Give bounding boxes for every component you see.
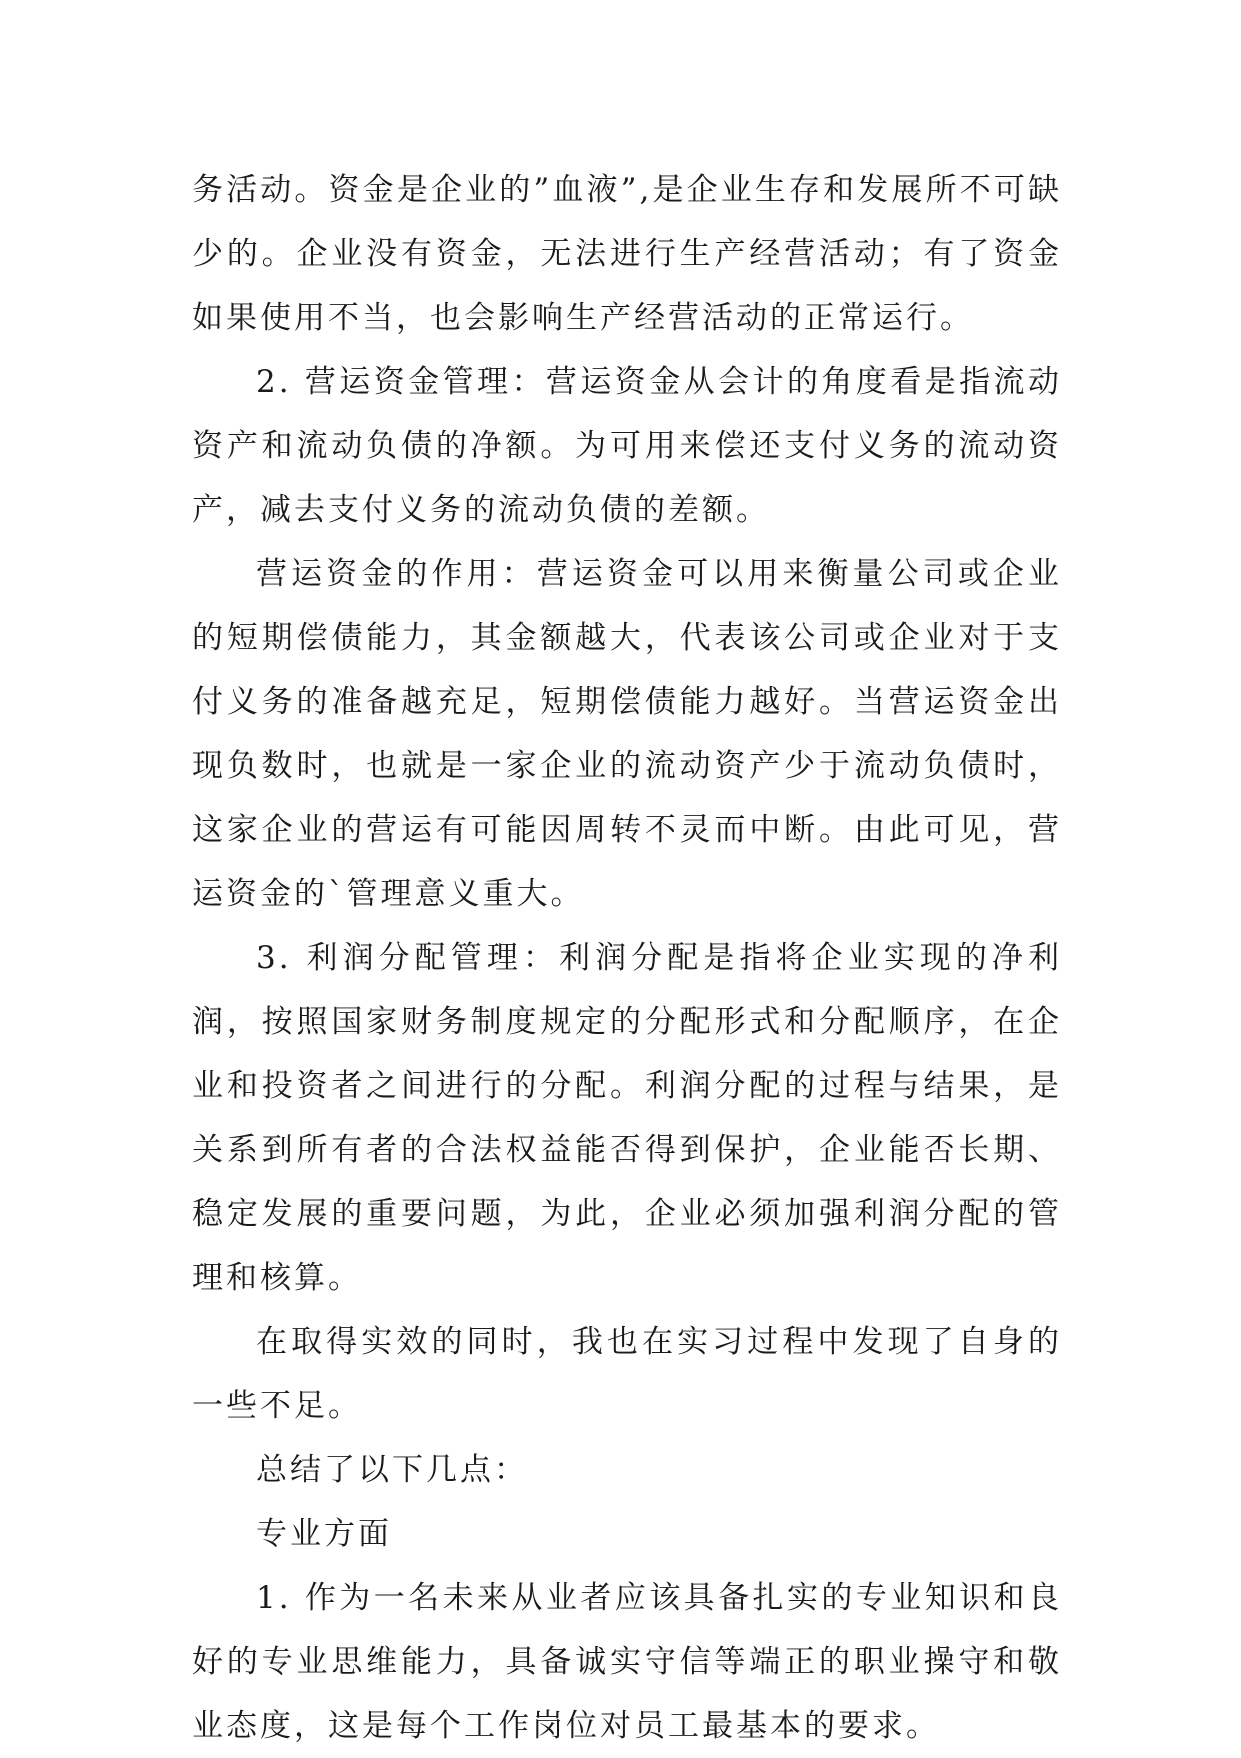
paragraph-summary-intro: 总结了以下几点：: [256, 1452, 528, 1488]
paragraph-working-capital-role: 营运资金的作用：营运资金可以用来衡量公司或企业的短期偿债能力，其金额越大，代表该公司或企业对于支付义务的准备越充足，短期偿债能力越好。当营运资金出现负数时，也就是一家企业的流动资产少于流动负债时，这家企业的营运有可能因周转不灵而中断。由此可见，营运资金的`管理意义重大。: [192, 556, 1062, 912]
section-heading-professional: 专业方面: [256, 1516, 392, 1552]
paragraph-funding-continuation: 务活动。资金是企业的”血液”,是企业生存和发展所不可缺少的。企业没有资金，无法进行生产经营活动；有了资金如果使用不当，也会影响生产经营活动的正常运行。: [192, 172, 1062, 336]
document-body: [192, 158, 1062, 1758]
paragraph-shortcomings: 在取得实效的同时，我也在实习过程中发现了自身的一些不足。: [192, 1324, 1062, 1424]
paragraph-profit-distribution: 3. 利润分配管理：利润分配是指将企业实现的净利润，按照国家财务制度规定的分配形式和分配顺序，在企业和投资者之间进行的分配。利润分配的过程与结果，是关系到所有者的合法权益能否得到保护，企业能否长期、稳定发展的重要问题，为此，企业必须加强利润分配的管理和核算。: [192, 940, 1062, 1296]
paragraph-working-capital-management: 2. 营运资金管理：营运资金从会计的角度看是指流动资产和流动负债的净额。为可用来偿还支付义务的流动资产，减去支付义务的流动负债的差额。: [192, 364, 1062, 528]
paragraph-professional-point-1: 1. 作为一名未来从业者应该具备扎实的专业知识和良好的专业思维能力，具备诚实守信等端正的职业操守和敬业态度，这是每个工作岗位对员工最基本的要求。: [192, 1580, 1062, 1744]
